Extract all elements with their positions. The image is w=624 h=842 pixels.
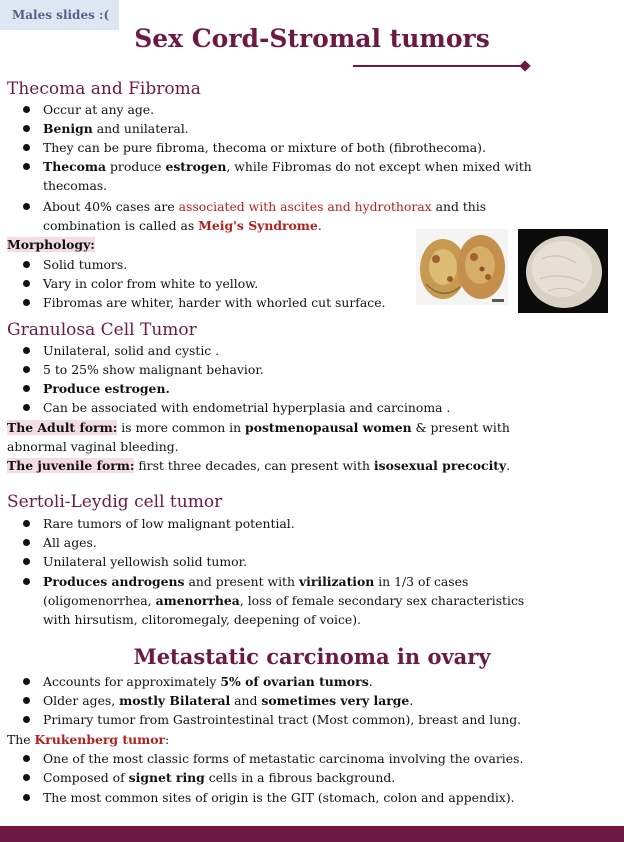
text: first three decades, can present with [134, 458, 374, 473]
bullet [23, 347, 30, 354]
list-item [43, 574, 468, 589]
list-item [43, 693, 413, 708]
list-item: All ages. [43, 535, 97, 550]
list-item [43, 770, 395, 785]
emphasis: 5% of ovarian tumors [220, 674, 369, 689]
list-item-continuation: thecomas. [43, 178, 108, 193]
meigs-syndrome-term: Meig's Syndrome [198, 218, 318, 233]
bullet [23, 125, 30, 132]
text: . [506, 458, 511, 473]
text: . [368, 674, 373, 689]
emphasis: estrogen [165, 159, 227, 174]
bullet [23, 203, 30, 210]
footer-bar [0, 826, 624, 842]
title-underline [353, 65, 525, 67]
morphology-label [7, 237, 95, 252]
red-text: associated with ascites and hydrothorax [178, 199, 432, 214]
list-item-continuation: with hirsutism, clitoromegaly, deepening of voice). [43, 612, 361, 627]
bullet [23, 404, 30, 411]
text: (oligomenorrhea, [43, 593, 156, 608]
text: combination is called as [43, 218, 199, 233]
fibroma-specimen-photo [518, 229, 608, 313]
emphasis: Morphology: [7, 237, 95, 252]
list-item [43, 121, 189, 136]
bullet [23, 794, 30, 801]
bullet [23, 558, 30, 565]
section-heading-sertoli: Sertoli-Leydig cell tumor [7, 492, 223, 512]
emphasis: signet ring [128, 770, 205, 785]
emphasis: Produce estrogen. [43, 381, 170, 396]
section-heading-thecoma: Thecoma and Fibroma [7, 79, 201, 99]
title-underline-end [519, 60, 530, 71]
emphasis: mostly Bilateral [119, 693, 231, 708]
list-item [43, 381, 170, 396]
emphasis: virilization [298, 574, 375, 589]
krukenberg-line [7, 732, 169, 747]
adult-form-continuation: abnormal vaginal bleeding. [7, 439, 179, 454]
emphasis: Benign [43, 121, 93, 136]
text: . [409, 693, 414, 708]
text: and [230, 693, 262, 708]
text: cells in a fibrous background. [204, 770, 396, 785]
text: The [7, 732, 35, 747]
list-item: Vary in color from white to yellow. [43, 276, 259, 291]
bullet [23, 299, 30, 306]
emphasis: sometimes very large [261, 693, 410, 708]
list-item: Unilateral, solid and cystic . [43, 343, 220, 358]
text: & present with [411, 420, 510, 435]
list-item: 5 to 25% show malignant behavior. [43, 362, 264, 377]
adult-form-line [7, 420, 510, 435]
bullet [23, 144, 30, 151]
page-title: Sex Cord-Stromal tumors [134, 24, 490, 53]
list-item [43, 199, 486, 214]
bullet [23, 106, 30, 113]
bullet [23, 385, 30, 392]
bullet [23, 366, 30, 373]
bullet [23, 578, 30, 585]
thecoma-specimen-photo [416, 229, 508, 305]
emphasis: isosexual precocity [373, 458, 507, 473]
list-item: The most common sites of origin is the GIT (stomach, colon and appendix). [43, 790, 515, 805]
list-item: They can be pure fibroma, thecoma or mixture of both (fibrothecoma). [43, 140, 486, 155]
bullet [23, 280, 30, 287]
bullet [23, 755, 30, 762]
slide-source-tag: Males slides :( [0, 0, 119, 30]
list-item: Fibromas are whiter, harder with whorled cut surface. [43, 295, 386, 310]
juvenile-form-line [7, 458, 510, 473]
text: and unilateral. [92, 121, 189, 136]
bullet [23, 697, 30, 704]
list-item-continuation [43, 218, 322, 233]
text: , while Fibromas do not except when mixed with [226, 159, 532, 174]
bullet [23, 774, 30, 781]
emphasis: amenorrhea [155, 593, 240, 608]
bullet [23, 539, 30, 546]
list-item: Solid tumors. [43, 257, 128, 272]
text: produce [106, 159, 166, 174]
list-item: One of the most classic forms of metastatic carcinoma involving the ovaries. [43, 751, 524, 766]
list-item: Primary tumor from Gastrointestinal tract (Most common), breast and lung. [43, 712, 522, 727]
bullet [23, 261, 30, 268]
list-item [43, 159, 532, 174]
bullet [23, 716, 30, 723]
text: , loss of female secondary sex characteristics [239, 593, 525, 608]
text: is more common in [117, 420, 246, 435]
text: : [165, 732, 170, 747]
section-heading-metastatic: Metastatic carcinoma in ovary [133, 644, 491, 669]
text: in 1/3 of cases [374, 574, 469, 589]
text: About 40% cases are [43, 199, 179, 214]
emphasis: Thecoma [43, 159, 107, 174]
juvenile-form-label: The juvenile form: [7, 458, 135, 473]
krukenberg-term: Krukenberg tumor [34, 732, 166, 747]
text: Accounts for approximately [43, 674, 221, 689]
list-item [43, 674, 373, 689]
section-heading-granulosa: Granulosa Cell Tumor [7, 320, 197, 340]
text: Older ages, [43, 693, 120, 708]
text: . [317, 218, 322, 233]
list-item: Occur at any age. [43, 102, 155, 117]
text: and this [431, 199, 487, 214]
list-item: Rare tumors of low malignant potential. [43, 516, 295, 531]
bullet [23, 520, 30, 527]
list-item-continuation [43, 593, 524, 608]
bullet [23, 678, 30, 685]
bullet [23, 163, 30, 170]
text: and present with [184, 574, 299, 589]
emphasis: Produces androgens [43, 574, 185, 589]
list-item: Can be associated with endometrial hyperplasia and carcinoma . [43, 400, 451, 415]
text: Composed of [43, 770, 129, 785]
emphasis: postmenopausal women [245, 420, 412, 435]
adult-form-label: The Adult form: [7, 420, 118, 435]
list-item: Unilateral yellowish solid tumor. [43, 554, 248, 569]
